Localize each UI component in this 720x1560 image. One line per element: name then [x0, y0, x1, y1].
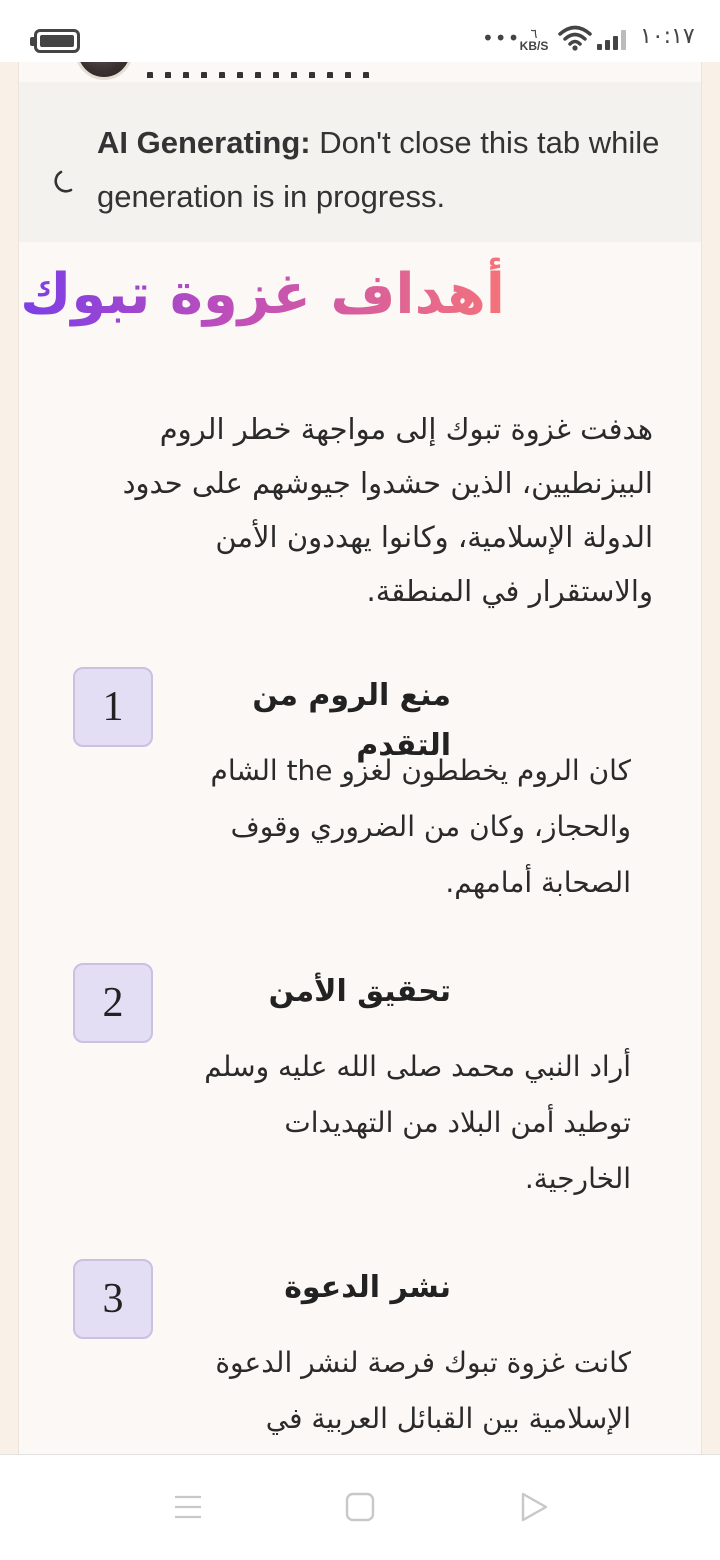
intro-line: البيزنطيين، الذين حشدوا جيوشهم على حدود — [122, 466, 653, 500]
intro-line: هدفت غزوة تبوك إلى مواجهة خطر الروم — [159, 412, 653, 446]
intro-line: والاستقرار في المنطقة. — [366, 574, 653, 608]
goal-description — [191, 1335, 631, 1447]
home-square-icon[interactable] — [344, 1491, 376, 1523]
goal-line: أراد النبي محمد صلى الله عليه وسلم — [204, 1050, 631, 1083]
goal-line: والحجاز، وكان من الضروري وقوف — [230, 810, 631, 843]
goal-number-badge: 2 — [73, 963, 153, 1043]
avatar[interactable] — [75, 62, 133, 80]
author-text-cut — [147, 66, 407, 78]
goal-line: توطيد أمن البلاد من التهديدات — [284, 1106, 631, 1139]
loading-spinner-icon — [53, 170, 77, 194]
goal-number-badge: 1 — [73, 667, 153, 747]
goal-description — [191, 1039, 631, 1207]
author-strip — [19, 62, 702, 82]
intro-line: الدولة الإسلامية، وكانوا يهددون الأمن — [215, 520, 653, 554]
goal-title: تحقيق الأمن — [268, 974, 451, 1009]
ai-generating-text: Don't close this tab while generation is in progress. — [97, 125, 660, 214]
battery-icon — [34, 29, 80, 53]
intro-paragraph — [73, 402, 653, 618]
goal-number-badge: 3 — [73, 1259, 153, 1339]
goal-line: الإسلامية بين القبائل العربية في — [265, 1402, 631, 1435]
goal-title: منع الروم من التقدم — [252, 678, 451, 763]
network-speed-unit: KB/S — [519, 39, 549, 53]
content-card — [18, 62, 702, 1454]
wifi-icon — [558, 24, 592, 52]
back-triangle-icon[interactable] — [518, 1491, 550, 1523]
signal-icon — [596, 28, 632, 52]
ai-generating-banner — [19, 82, 702, 242]
network-speed — [516, 27, 552, 52]
network-speed-value: ٦ — [530, 26, 538, 41]
goal-line: الخارجية. — [524, 1162, 631, 1195]
ai-generating-message — [97, 116, 677, 224]
menu-icon[interactable] — [172, 1491, 204, 1523]
page-title: أهداف غزوة تبوك — [20, 257, 505, 333]
goal-title: نشر الدعوة — [284, 1270, 451, 1305]
goal-line: كان الروم يخططون لغزو the الشام — [210, 754, 631, 787]
goal-line: الصحابة أمامهم. — [445, 866, 631, 899]
goal-description — [191, 743, 631, 911]
clock: ١٠:١٧ — [640, 24, 695, 49]
ai-generating-label: AI Generating: — [97, 125, 311, 160]
more-dots: ••• — [482, 26, 521, 50]
system-navigation-bar — [0, 1454, 720, 1560]
status-bar — [0, 0, 720, 62]
goal-line: كانت غزوة تبوك فرصة لنشر الدعوة — [215, 1346, 631, 1379]
